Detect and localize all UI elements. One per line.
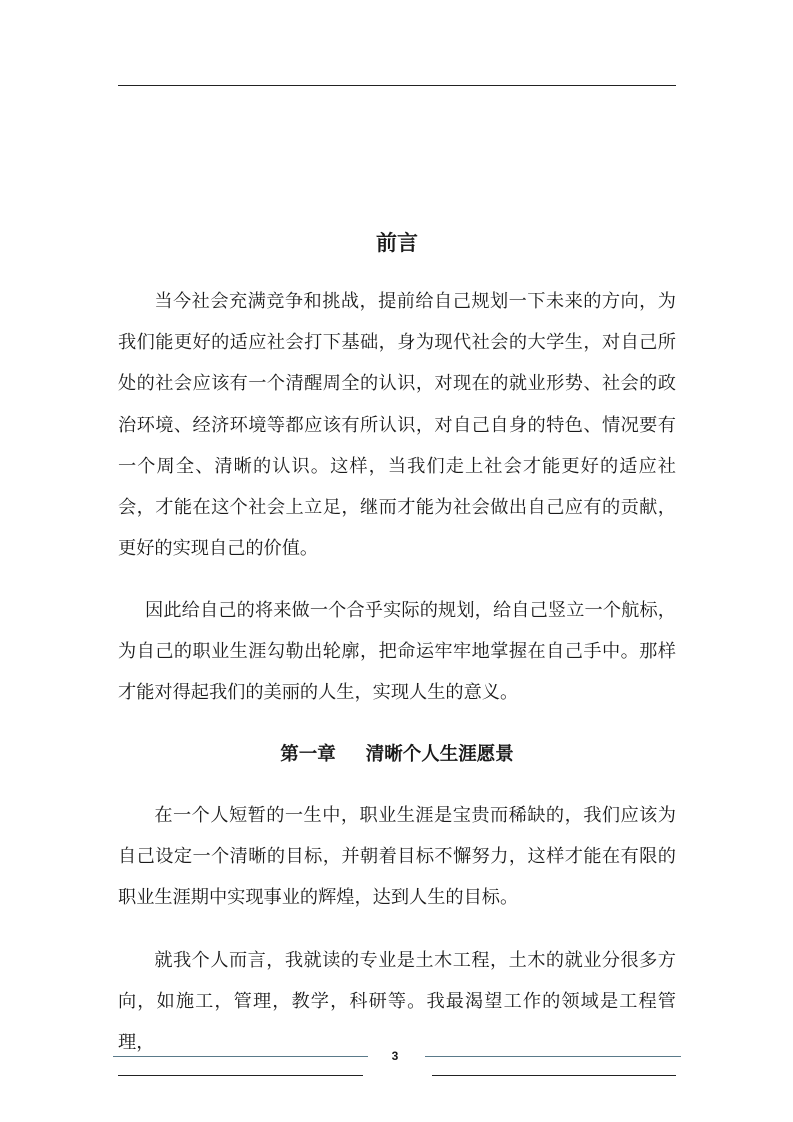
- preface-paragraph-2: 因此给自己的将来做一个合乎实际的规划，给自己竖立一个航标，为自己的职业生涯勾勒出轮廓，把命运牢牢地掌握在自己手中。那样才能对得起我们的美丽的人生，实现人生的意义。: [118, 600, 676, 704]
- preface-paragraph-1: 当今社会充满竞争和挑战，提前给自己规划一下未来的方向，为我们能更好的适应社会打下基础，身为现代社会的大学生，对自己所处的社会应该有一个清醒周全的认识，对现在的就业形势、社会的政治环境、经济环境等都应该有所认识，对自己自身的特色、情况要有一个周全、清晰的认识。这样，当我们走上社会才能更好的适应社会，才能在这个社会上立足，继而才能为社会做出自己应有的贡献，更好的实现自己的价值。: [118, 291, 676, 560]
- footer-underline-left: [118, 1075, 363, 1076]
- chapter-paragraph-2: 就我个人而言，我就读的专业是土木工程，土木的就业分很多方向，如施工，管理，教学，科研等。我最渴望工作的领域是工程管理，: [118, 950, 676, 1054]
- chapter-number: 第一章: [280, 744, 336, 765]
- chapter-heading: [118, 740, 676, 770]
- footer-underline-right: [432, 1075, 676, 1076]
- header-rule: [118, 85, 676, 86]
- chapter-paragraph-1: 在一个人短暂的一生中，职业生涯是宝贵而稀缺的，我们应该为自己设定一个清晰的目标，并朝着目标不懈努力，这样才能在有限的职业生涯期中实现事业的辉煌，达到人生的目标。: [118, 805, 676, 909]
- section-title: 前言: [376, 231, 418, 255]
- footer-rule-left: [113, 1056, 368, 1057]
- chapter-title: 清晰个人生涯愿景: [365, 744, 514, 765]
- page-number: 3: [391, 1049, 399, 1063]
- footer-rule-right: [425, 1056, 681, 1057]
